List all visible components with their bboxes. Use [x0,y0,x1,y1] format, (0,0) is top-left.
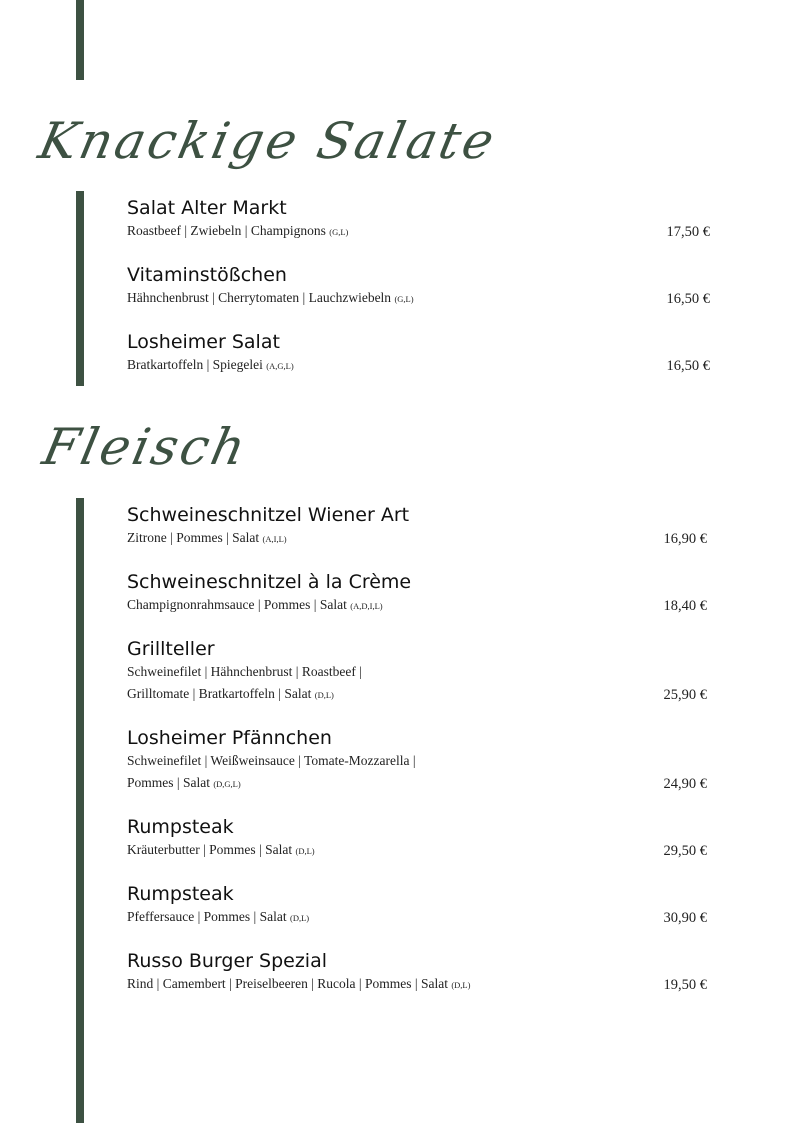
menu-item [127,726,794,795]
menu-item-name: Losheimer Pfännchen [127,727,332,749]
menu-item-price: 16,50 € [666,291,710,307]
menu-item-allergens: (D,G,L) [213,779,241,789]
menu-item-allergens: (A,I,L) [262,534,287,544]
menu-item-allergens: (A,G,L) [266,361,294,371]
menu-item-description-text: Schweinefilet | Weißweinsauce | Tomate-Mozzarella | [127,753,416,768]
menu-item-allergens: (D,L) [290,913,310,923]
decorative-bar-fleisch [76,498,84,1123]
menu-item-description-text: Hähnchenbrust | Cherrytomaten | Lauchzwiebeln [127,290,392,305]
menu-item-name: Rumpsteak [127,816,234,838]
menu-item-name: Losheimer Salat [127,331,280,353]
menu-section-salate [127,196,794,397]
menu-item [127,263,794,310]
menu-item-price: 24,90 € [663,776,707,792]
menu-item-description-text: Pfeffersauce | Pommes | Salat [127,909,287,924]
menu-item [127,570,794,617]
menu-item [127,503,794,550]
menu-item-name: Grillteller [127,638,215,660]
menu-item-name: Schweineschnitzel Wiener Art [127,504,410,526]
menu-item-price: 16,90 € [663,531,707,547]
menu-item [127,637,794,706]
menu-item-price: 25,90 € [663,687,707,703]
menu-item-price: 17,50 € [666,224,710,240]
menu-item-price: 30,90 € [663,910,707,926]
menu-item-price: 18,40 € [663,598,707,614]
menu-item-price: 16,50 € [666,358,710,374]
menu-item-name: Schweineschnitzel à la Crème [127,571,412,593]
menu-item [127,949,794,996]
menu-item-price: 29,50 € [663,843,707,859]
menu-item-name: Vitaminstößchen [127,264,287,286]
menu-item-description [127,750,794,772]
menu-item-description [127,661,794,683]
menu-item-description-text: Schweinefilet | Hähnchenbrust | Roastbeef | [127,664,362,679]
menu-item-description-text: Zitrone | Pommes | Salat [127,530,260,545]
menu-item [127,330,794,377]
decorative-bar-top [76,0,84,80]
menu-item-name: Russo Burger Spezial [127,950,327,972]
menu-item [127,815,794,862]
menu-item-description-text: Bratkartoffeln | Spiegelei [127,357,263,372]
menu-item-allergens: (G,L) [329,227,349,237]
menu-item-description-text: Roastbeef | Zwiebeln | Champignons [127,223,326,238]
menu-item-name: Rumpsteak [127,883,234,905]
menu-item-name: Salat Alter Markt [127,197,287,219]
decorative-bar-salate [76,191,84,386]
menu-item [127,196,794,243]
menu-item-allergens: (G,L) [394,294,414,304]
menu-item-allergens: (A,D,I,L) [350,601,383,611]
menu-item-allergens: (D,L) [295,846,315,856]
section-title-fleisch: Fleisch [37,418,254,476]
menu-section-fleisch [127,503,794,1016]
section-title-salate: Knackige Salate [33,112,502,170]
menu-item-description-text: Kräuterbutter | Pommes | Salat [127,842,293,857]
menu-item-price: 19,50 € [663,977,707,993]
menu-item-description-text: Pommes | Salat [127,775,210,790]
menu-item-description-text: Rind | Camembert | Preiselbeeren | Rucola | Pommes | Salat [127,976,448,991]
menu-item-allergens: (D,L) [314,690,334,700]
menu-item-description-text: Grilltomate | Bratkartoffeln | Salat [127,686,312,701]
menu-item [127,882,794,929]
menu-item-description-text: Champignonrahmsauce | Pommes | Salat [127,597,347,612]
menu-item-allergens: (D,L) [451,980,471,990]
